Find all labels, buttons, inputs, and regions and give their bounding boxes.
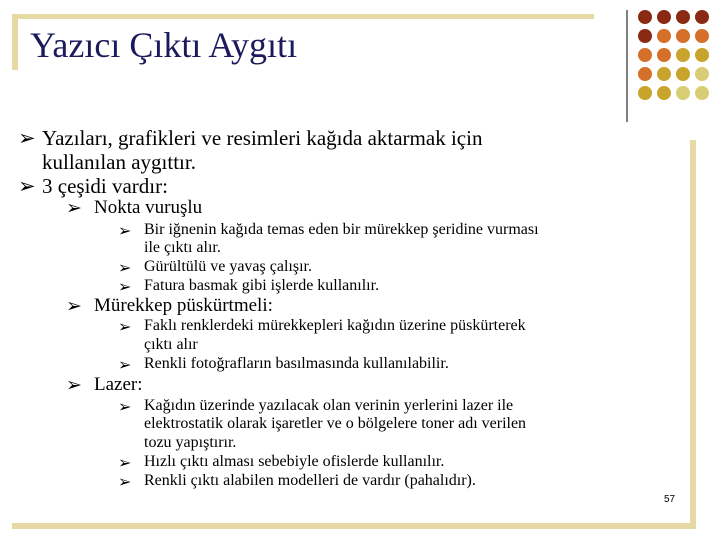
decorative-dot bbox=[695, 29, 709, 43]
decorative-dot bbox=[695, 10, 709, 24]
arrow-bullet-icon: ➢ bbox=[118, 455, 132, 472]
arrow-bullet-icon: ➢ bbox=[118, 223, 132, 240]
decorative-dot bbox=[695, 48, 709, 62]
item-text: ile çıktı alır. bbox=[144, 239, 221, 256]
decorative-dot-grid bbox=[638, 10, 718, 110]
arrow-bullet-icon: ➢ bbox=[118, 279, 132, 296]
item-text: Hızlı çıktı alması sebebiyle ofislerde kullanılır. bbox=[144, 453, 445, 470]
decorative-dot bbox=[638, 67, 652, 81]
item-text: Renkli fotoğrafların basılmasında kullanılabilir. bbox=[144, 355, 449, 372]
item-text: Kağıdın üzerinde yazılacak olan verinin yerlerini lazer ile bbox=[144, 397, 514, 414]
frame-bottom-bar bbox=[12, 523, 696, 529]
item-text: Fatura basmak gibi işlerde kullanılır. bbox=[144, 277, 380, 294]
arrow-bullet-icon: ➢ bbox=[66, 198, 82, 219]
slide-title: Yazıcı Çıktı Aygıtı bbox=[30, 25, 298, 65]
decorative-dot bbox=[638, 86, 652, 100]
arrow-bullet-icon: ➢ bbox=[118, 319, 132, 336]
decorative-dot bbox=[676, 86, 690, 100]
divider-line bbox=[626, 10, 628, 122]
page-number: 57 bbox=[664, 494, 676, 505]
decorative-dot bbox=[676, 10, 690, 24]
item-text: Renkli çıktı alabilen modelleri de vardır (pahalıdır). bbox=[144, 472, 476, 489]
sub-heading: Lazer: bbox=[94, 374, 143, 395]
frame-left-bar bbox=[12, 14, 18, 70]
arrow-bullet-icon: ➢ bbox=[18, 126, 36, 150]
decorative-dot bbox=[657, 86, 671, 100]
decorative-dot bbox=[676, 48, 690, 62]
sub-heading: Mürekkep püskürtmeli: bbox=[94, 295, 273, 316]
decorative-dot bbox=[676, 67, 690, 81]
decorative-dot bbox=[657, 10, 671, 24]
sub-heading: Nokta vuruşlu bbox=[94, 197, 203, 218]
item-text: tozu yapıştırır. bbox=[144, 434, 237, 451]
decorative-dot bbox=[695, 67, 709, 81]
arrow-bullet-icon: ➢ bbox=[66, 296, 82, 317]
frame-top-bar bbox=[12, 14, 594, 19]
decorative-dot bbox=[657, 48, 671, 62]
item-text: Bir iğnenin kağıda temas eden bir mürekkep şeridine vurması bbox=[144, 221, 539, 238]
bullet-text: kullanılan aygıttır. bbox=[42, 150, 196, 174]
decorative-dot bbox=[638, 48, 652, 62]
arrow-bullet-icon: ➢ bbox=[118, 357, 132, 374]
item-text: Gürültülü ve yavaş çalışır. bbox=[144, 258, 312, 275]
decorative-dot bbox=[695, 86, 709, 100]
bullet-text: Yazıları, grafikleri ve resimleri kağıda aktarmak için bbox=[42, 126, 483, 150]
decorative-dot bbox=[676, 29, 690, 43]
bullet-text: 3 çeşidi vardır: bbox=[42, 174, 168, 198]
arrow-bullet-icon: ➢ bbox=[18, 174, 36, 198]
decorative-dot bbox=[638, 29, 652, 43]
decorative-dot bbox=[657, 67, 671, 81]
decorative-dot bbox=[638, 10, 652, 24]
decorative-dot bbox=[657, 29, 671, 43]
arrow-bullet-icon: ➢ bbox=[118, 260, 132, 277]
arrow-bullet-icon: ➢ bbox=[66, 375, 82, 396]
item-text: çıktı alır bbox=[144, 336, 198, 353]
item-text: Faklı renklerdeki mürekkepleri kağıdın üzerine püskürterek bbox=[144, 317, 526, 334]
arrow-bullet-icon: ➢ bbox=[118, 474, 132, 491]
frame-right-bar bbox=[690, 140, 696, 529]
item-text: elektrostatik olarak işaretler ve o bölgelere toner adı verilen bbox=[144, 415, 527, 432]
arrow-bullet-icon: ➢ bbox=[118, 399, 132, 416]
